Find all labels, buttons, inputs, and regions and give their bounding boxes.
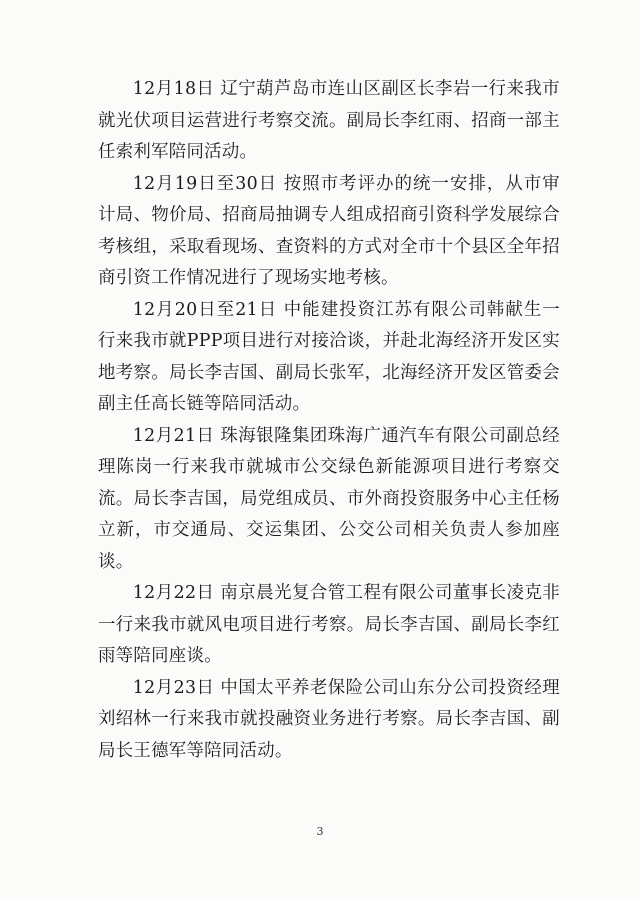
paragraph-dec-20-21: 12月20日至21日 中能建投资江苏有限公司韩献生一行来我市就PPP项目进行对接洽谈，并赴北海经济开发区实地考察。局长李吉国、副局长张军，北海经济开发区管委会副主任高长链等陪同活动。 bbox=[98, 299, 560, 414]
document-body bbox=[98, 74, 560, 767]
paragraph-dec-19-30: 12月19日至30日 按照市考评办的统一安排，从市审计局、物价局、招商局抽调专人组成招商引资科学发展综合考核组，采取看现场、查资料的方式对全市十个县区全年招商引资工作情况进行了现场实地考核。 bbox=[98, 173, 560, 288]
page-number: 3 bbox=[316, 825, 324, 838]
paragraph-dec-22: 12月22日 南京晨光复合管工程有限公司董事长凌克非一行来我市就风电项目进行考察。局长李吉国、副局长李红雨等陪同座谈。 bbox=[98, 583, 560, 666]
paragraph-dec-23: 12月23日 中国太平养老保险公司山东分公司投资经理刘绍林一行来我市就投融资业务进行考察。局长李吉国、副局长王德军等陪同活动。 bbox=[98, 677, 560, 761]
paragraph-dec-18: 12月18日 辽宁葫芦岛市连山区副区长李岩一行来我市就光伏项目运营进行考察交流。副局长李红雨、招商一部主任索利军陪同活动。 bbox=[98, 79, 560, 162]
paragraph-dec-21: 12月21日 珠海银隆集团珠海广通汽车有限公司副总经理陈岗一行来我市就城市公交绿色新能源项目进行考察交流。局长李吉国，局党组成员、市外商投资服务中心主任杨立新，市交通局、交运集团、公交公司相关负责人参加座谈。 bbox=[98, 425, 560, 572]
